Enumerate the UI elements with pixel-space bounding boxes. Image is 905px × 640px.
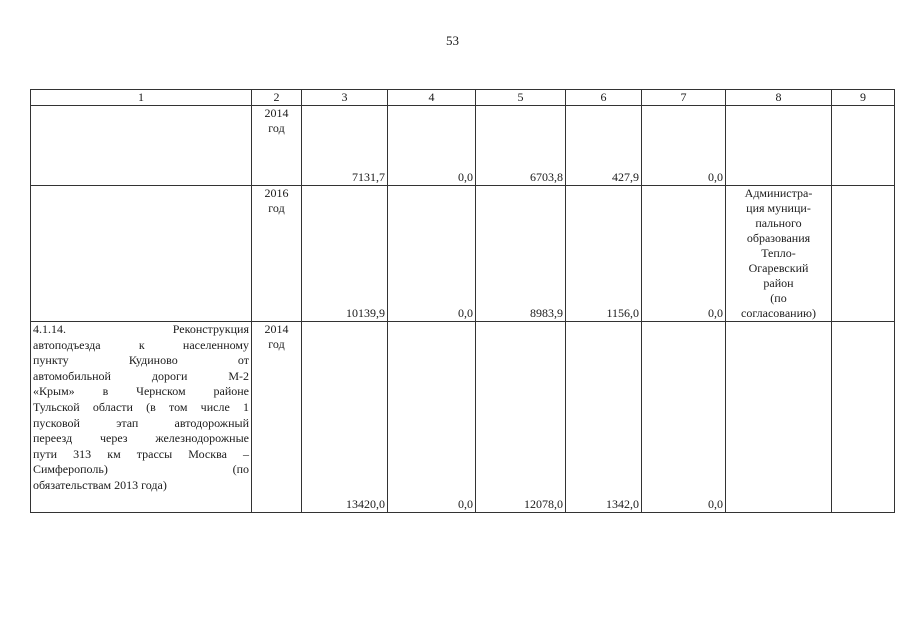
executor-line: согласованию): [741, 306, 816, 320]
executor-cell: [726, 186, 832, 322]
header-row: [31, 90, 895, 106]
description-line: пусковой этап автодорожный: [33, 415, 249, 430]
description-fragment: (по: [232, 462, 249, 477]
executor-line: Тепло-: [761, 246, 796, 260]
header-cell: 7: [642, 90, 726, 106]
value-cell: 10139,9: [302, 186, 388, 322]
value-cell: 6703,8: [476, 106, 566, 186]
description-line: автоподъезда к населенному: [33, 337, 249, 352]
year-cell: [252, 322, 302, 513]
executor-line: пального: [755, 216, 802, 230]
description-fragment: Симферополь): [33, 462, 108, 477]
value-cell: 1342,0: [566, 322, 642, 513]
description-line: Тульской области (в том числе 1: [33, 399, 249, 414]
value-cell: 0,0: [388, 106, 476, 186]
header-cell: 2: [252, 90, 302, 106]
value-cell: 7131,7: [302, 106, 388, 186]
year-unit: год: [268, 121, 285, 135]
description-line: пункту Кудиново от: [33, 353, 249, 368]
value-cell: 0,0: [642, 186, 726, 322]
value-cell: 13420,0: [302, 322, 388, 513]
table-row: [31, 106, 895, 186]
executor-line: район: [763, 276, 794, 290]
executor-line: Администра-: [744, 186, 813, 200]
description-line: 4.1.14. Реконструкция: [33, 322, 249, 336]
executor-line: образования: [746, 231, 811, 245]
executor-cell: [726, 106, 832, 186]
value-cell: 427,9: [566, 106, 642, 186]
year-cell: [252, 106, 302, 186]
table-row: [31, 186, 895, 322]
description-line: обязательствам 2013 года): [33, 477, 167, 492]
executor-line: Огаревский: [748, 261, 809, 275]
data-table: [30, 89, 895, 513]
value-cell: 8983,9: [476, 186, 566, 322]
year-cell: [252, 186, 302, 322]
page-number: 53: [446, 33, 459, 48]
description-line: переезд через железнодорожные: [33, 431, 249, 446]
description-cell: [31, 186, 252, 322]
description-line: автомобильной дороги М-2: [33, 368, 249, 383]
value-cell: 1156,0: [566, 186, 642, 322]
executor-line: (по: [770, 291, 787, 305]
value-cell: 0,0: [642, 322, 726, 513]
executor-line: ция муници-: [746, 201, 811, 215]
note-cell: [832, 106, 895, 186]
year-unit: год: [268, 337, 285, 351]
header-cell: 5: [476, 90, 566, 106]
year-value: 2014: [264, 106, 289, 120]
note-cell: [832, 186, 895, 322]
table-row: [31, 322, 895, 513]
description-cell: [31, 322, 252, 513]
year-unit: год: [268, 201, 285, 215]
description-cell: [31, 106, 252, 186]
header-cell: 6: [566, 90, 642, 106]
year-value: 2016: [264, 186, 289, 200]
value-cell: 12078,0: [476, 322, 566, 513]
description-line: [33, 462, 249, 478]
note-cell: [832, 322, 895, 513]
description-line: «Крым» в Чернском районе: [33, 384, 249, 399]
value-cell: 0,0: [388, 186, 476, 322]
header-cell: 3: [302, 90, 388, 106]
value-cell: 0,0: [642, 106, 726, 186]
executor-cell: [726, 322, 832, 513]
header-cell: 9: [832, 90, 895, 106]
header-cell: 1: [31, 90, 252, 106]
year-value: 2014: [264, 322, 289, 336]
header-cell: 4: [388, 90, 476, 106]
value-cell: 0,0: [388, 322, 476, 513]
header-cell: 8: [726, 90, 832, 106]
description-line: пути 313 км трассы Москва –: [33, 446, 249, 461]
